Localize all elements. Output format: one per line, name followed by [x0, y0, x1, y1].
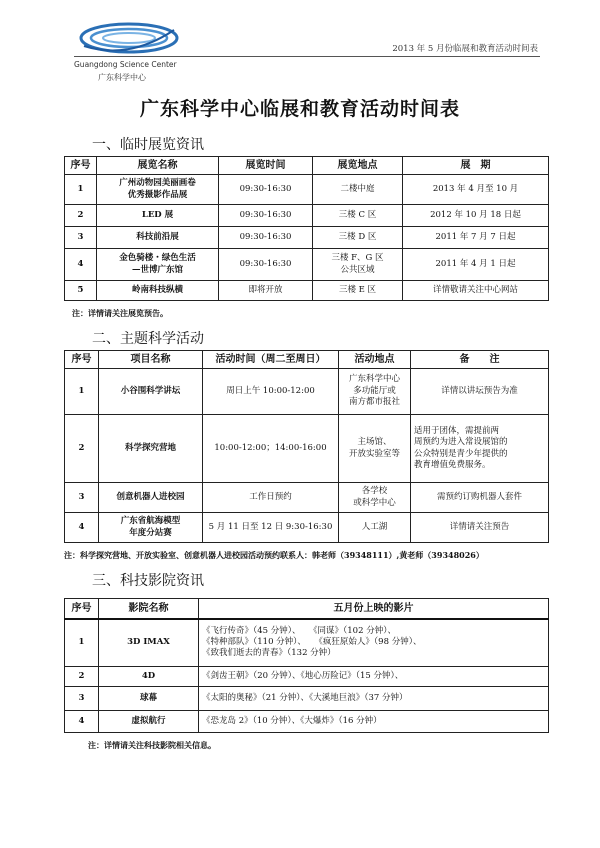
exhibition-place: 三楼 F、G 区 公共区域 [313, 249, 403, 281]
activity-name: 广东省航海模型 年度分站赛 [99, 513, 203, 543]
activity-name: 小谷围科学讲坛 [99, 369, 203, 415]
table-row [65, 249, 549, 281]
row-number: 4 [65, 249, 97, 281]
cinema-films: 《恐龙岛 2》（10 分钟）、《大爆炸》（16 分钟） [199, 711, 549, 733]
table-header-row [65, 351, 549, 369]
table-row [65, 711, 549, 733]
exhibition-name: 广州动物园美丽画卷 优秀摄影作品展 [97, 175, 219, 205]
col-header: 活动时间（周二至周日） [203, 351, 339, 369]
section1-note: 注：详情请关注展览预告。 [72, 308, 168, 318]
col-header: 展览名称 [97, 157, 219, 175]
exhibitions-table [64, 156, 549, 301]
exhibition-place: 三楼 D 区 [313, 227, 403, 249]
exhibition-time: 09:30-16:30 [219, 227, 313, 249]
cinema-name: 球幕 [99, 687, 199, 711]
row-number: 3 [65, 687, 99, 711]
activity-time: 周日上午 10:00-12:00 [203, 369, 339, 415]
exhibition-name: 科技前沿展 [97, 227, 219, 249]
cinema-name: 4D [99, 667, 199, 687]
exhibition-place: 二楼中庭 [313, 175, 403, 205]
activity-time: 工作日预约 [203, 483, 339, 513]
activity-time: 5 月 11 日至 12 日 9:30-16:30 [203, 513, 339, 543]
table-row [65, 483, 549, 513]
exhibition-period: 2011 年 4 月 1 日起 [403, 249, 549, 281]
cinema-name: 3D IMAX [99, 619, 199, 667]
row-number: 1 [65, 369, 99, 415]
cinema-films: 《剑齿王朝》（20 分钟）、《地心历险记》（15 分钟）、 [199, 667, 549, 687]
row-number: 2 [65, 667, 99, 687]
cinema-table [64, 598, 549, 733]
table-row [65, 205, 549, 227]
section3-note: 注：详情请关注科技影院相关信息。 [88, 740, 216, 750]
exhibition-time: 09:30-16:30 [219, 249, 313, 281]
exhibition-period: 2012 年 10 月 18 日起 [403, 205, 549, 227]
table-row [65, 667, 549, 687]
row-number: 4 [65, 711, 99, 733]
exhibition-period: 详情敬请关注中心网站 [403, 281, 549, 301]
table-row [65, 175, 549, 205]
activity-place: 广东科学中心 多功能厅或 南方都市报社 [339, 369, 411, 415]
section1-title: 一、临时展览资讯 [92, 137, 204, 153]
exhibition-place: 三楼 C 区 [313, 205, 403, 227]
col-header: 展览时间 [219, 157, 313, 175]
table-row [65, 281, 549, 301]
activity-remark: 需预约订购机器人套件 [411, 483, 549, 513]
table-header-row [65, 599, 549, 619]
gsc-logo [74, 16, 184, 86]
col-header: 序号 [65, 599, 99, 619]
activity-place: 主场馆、 开放实验室等 [339, 415, 411, 483]
table-row [65, 619, 549, 667]
activity-remark: 适用于团体，需提前两 周预约为进入常设展馆的 公众特别是青少年提供的 教育增值免费服务。 [411, 415, 549, 483]
header-note: 2013 年 5 月份临展和教育活动时间表 [392, 44, 538, 54]
row-number: 1 [65, 175, 97, 205]
activity-place: 人工湖 [339, 513, 411, 543]
exhibition-time: 即将开放 [219, 281, 313, 301]
logo-chinese-text: 广东科学中心 [98, 73, 146, 82]
exhibition-time: 09:30-16:30 [219, 175, 313, 205]
col-header: 序号 [65, 157, 97, 175]
col-header: 五月份上映的影片 [199, 599, 549, 619]
row-number: 5 [65, 281, 97, 301]
col-header: 备 注 [411, 351, 549, 369]
cinema-films: 《太阳的奥秘》（21 分钟）、《大溪地巨浪》（37 分钟） [199, 687, 549, 711]
activities-table [64, 350, 549, 543]
row-number: 2 [65, 205, 97, 227]
page-title: 广东科学中心临展和教育活动时间表 [139, 98, 460, 120]
section3-title: 三、科技影院资讯 [92, 573, 204, 589]
col-header: 展览地点 [313, 157, 403, 175]
table-row [65, 513, 549, 543]
exhibition-name: LED 展 [97, 205, 219, 227]
col-header: 影院名称 [99, 599, 199, 619]
row-number: 4 [65, 513, 99, 543]
exhibition-period: 2013 年 4 月至 10 月 [403, 175, 549, 205]
section2-note: 注：科学探究营地、开放实验室、创意机器人进校园活动预约联系人：韩老师（39348111）,黄老师（39348026） [64, 550, 484, 560]
table-row [65, 687, 549, 711]
col-header: 活动地点 [339, 351, 411, 369]
col-header: 项目名称 [99, 351, 203, 369]
col-header: 序号 [65, 351, 99, 369]
section2-title: 二、主题科学活动 [92, 331, 204, 347]
exhibition-name: 岭南科技纵横 [97, 281, 219, 301]
row-number: 2 [65, 415, 99, 483]
activity-place: 各学校 或科学中心 [339, 483, 411, 513]
activity-name: 科学探究营地 [99, 415, 203, 483]
exhibition-period: 2011 年 7 月 7 日起 [403, 227, 549, 249]
exhibition-time: 09:30-16:30 [219, 205, 313, 227]
activity-time: 10:00-12:00；14:00-16:00 [203, 415, 339, 483]
exhibition-place: 三楼 E 区 [313, 281, 403, 301]
row-number: 1 [65, 619, 99, 667]
row-number: 3 [65, 483, 99, 513]
table-row [65, 369, 549, 415]
logo-english-text: Guangdong Science Center [74, 60, 177, 69]
activity-remark: 详情请关注预告 [411, 513, 549, 543]
row-number: 3 [65, 227, 97, 249]
cinema-films: 《飞行传奇》（45 分钟）、 《同谋》（102 分钟）、 《特种部队》（110 分钟）、 《疯狂原始人》（98 分钟）、 《致我们逝去的青春》（132 分钟） [199, 619, 549, 667]
col-header: 展 期 [403, 157, 549, 175]
header-divider [74, 56, 540, 57]
activity-name: 创意机器人进校园 [99, 483, 203, 513]
activity-remark: 详情以讲坛预告为准 [411, 369, 549, 415]
table-row [65, 415, 549, 483]
gsc-logo-icon [74, 16, 184, 60]
exhibition-name: 金色骑楼・绿色生活 —世博广东馆 [97, 249, 219, 281]
cinema-name: 虚拟航行 [99, 711, 199, 733]
table-row [65, 227, 549, 249]
table-header-row [65, 157, 549, 175]
